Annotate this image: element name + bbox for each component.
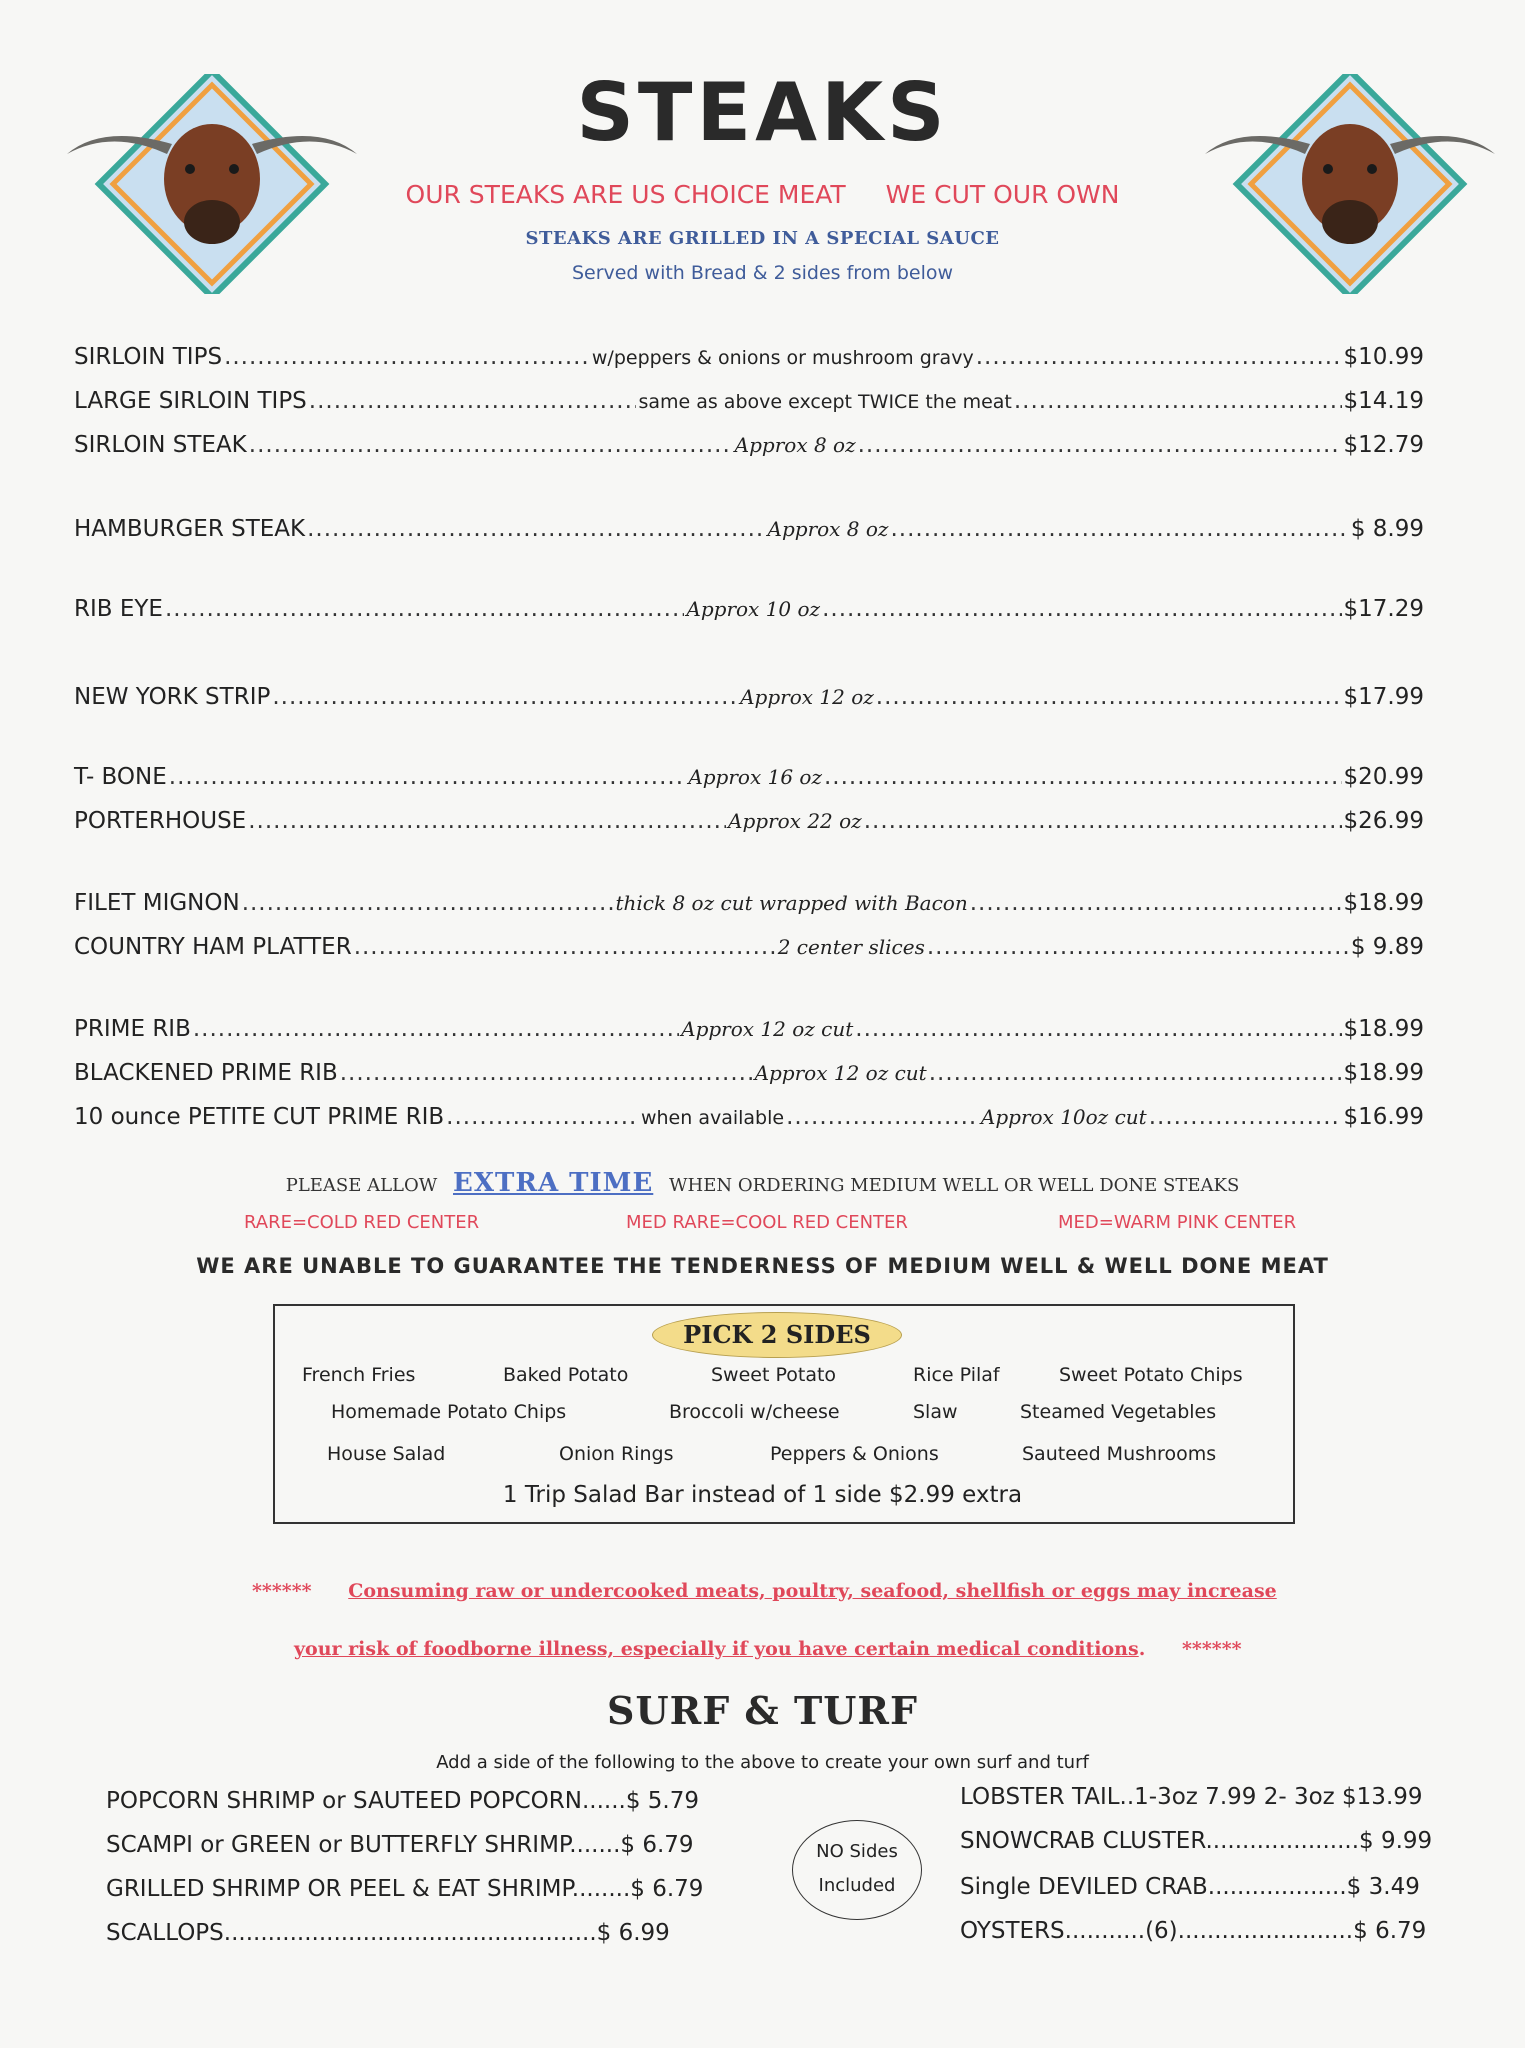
menu-item — [74, 934, 1424, 960]
side-item: Steamed Vegetables — [1020, 1401, 1217, 1423]
side-item: Rice Pilaf — [913, 1364, 1000, 1386]
please-allow-text: PLEASE ALLOW — [285, 1175, 438, 1196]
item-name: FILET MIGNON — [74, 890, 240, 916]
food-warning-line2 — [294, 1638, 1242, 1660]
surf-turf-subtitle: Add a side of the following to the above to create your own surf and turf — [436, 1752, 1089, 1773]
menu-item — [74, 1016, 1424, 1042]
item-price: $26.99 — [1343, 808, 1424, 834]
item-desc: 2 center slices — [777, 935, 925, 959]
surf-item: SCAMPI or GREEN or BUTTERFLY SHRIMP.......$ 6.79 — [106, 1832, 694, 1858]
surf-turf-title: SURF & TURF — [607, 1688, 918, 1733]
side-item: Homemade Potato Chips — [331, 1401, 567, 1423]
item-price: $17.99 — [1343, 684, 1424, 710]
side-item: Sweet Potato Chips — [1059, 1364, 1243, 1386]
when-ordering-text: WHEN ORDERING MEDIUM WELL OR WELL DONE STEAKS — [669, 1175, 1240, 1196]
menu-item — [74, 388, 1424, 414]
item-price: $17.29 — [1343, 596, 1424, 622]
menu-item — [74, 432, 1424, 458]
item-desc-secondary: Approx 10oz cut — [980, 1105, 1147, 1129]
item-price: $12.79 — [1343, 432, 1425, 458]
item-price: $16.99 — [1343, 1104, 1424, 1130]
extra-time-notice — [0, 1168, 1525, 1198]
side-item: Baked Potato — [503, 1364, 629, 1386]
menu-item — [74, 344, 1424, 370]
item-name: T- BONE — [74, 764, 167, 790]
surf-item: GRILLED SHRIMP OR PEEL & EAT SHRIMP........$ 6.79 — [106, 1876, 704, 1902]
surf-item: OYSTERS...........(6)........................$ 6.79 — [960, 1918, 1427, 1944]
warning-stars: ****** — [252, 1580, 312, 1602]
item-name: HAMBURGER STEAK — [74, 516, 306, 542]
item-desc: Approx 22 oz — [728, 809, 862, 833]
item-price: $ 9.89 — [1350, 934, 1424, 960]
menu-item — [74, 1104, 1424, 1130]
surf-item: LOBSTER TAIL..1-3oz 7.99 2- 3oz $13.99 — [960, 1784, 1423, 1810]
item-price: $ 8.99 — [1350, 516, 1425, 542]
item-name: 10 ounce PETITE CUT PRIME RIB — [74, 1104, 445, 1130]
item-name: COUNTRY HAM PLATTER — [74, 934, 352, 960]
sides-title: PICK 2 SIDES — [652, 1312, 902, 1358]
doneness-med: MED=WARM PINK CENTER — [1058, 1212, 1297, 1233]
warning-text: Consuming raw or undercooked meats, poultry, seafood, shellfish or eggs may increase — [348, 1580, 1277, 1602]
surf-item: SCALLOPS...................................................$ 6.99 — [106, 1920, 670, 1946]
item-desc: Approx 10 oz — [686, 597, 821, 621]
side-item: House Salad — [327, 1443, 446, 1465]
item-name: SIRLOIN TIPS — [74, 344, 223, 370]
warning-text: your risk of foodborne illness, especially if you have certain medical conditions — [294, 1638, 1139, 1660]
menu-item — [74, 808, 1424, 834]
tagline-cut: WE CUT OUR OWN — [885, 180, 1120, 209]
item-name: SIRLOIN STEAK — [74, 432, 247, 458]
side-item: Broccoli w/cheese — [669, 1401, 840, 1423]
page-title: STEAKS — [576, 66, 949, 159]
menu-item — [74, 764, 1424, 790]
salad-bar-option: 1 Trip Salad Bar instead of 1 side $2.99 extra — [502, 1482, 1023, 1508]
item-name: BLACKENED PRIME RIB — [74, 1060, 338, 1086]
warning-period: . — [1138, 1638, 1146, 1660]
included-text: Included — [818, 1875, 896, 1896]
item-desc: same as above except TWICE the meat — [638, 391, 1012, 413]
item-name: PORTERHOUSE — [74, 808, 247, 834]
item-price: $18.99 — [1343, 890, 1424, 916]
served-note: Served with Bread & 2 sides from below — [571, 262, 954, 284]
menu-item — [74, 890, 1424, 916]
grilled-note: STEAKS ARE GRILLED IN A SPECIAL SAUCE — [525, 228, 1000, 249]
doneness-med-rare: MED RARE=COOL RED CENTER — [626, 1212, 908, 1233]
item-price: $18.99 — [1343, 1060, 1425, 1086]
side-item: Sauteed Mushrooms — [1022, 1443, 1217, 1465]
surf-item: SNOWCRAB CLUSTER.....................$ 9.99 — [960, 1828, 1433, 1854]
item-desc: Approx 12 oz — [740, 685, 874, 709]
side-item: Onion Rings — [559, 1443, 674, 1465]
item-desc: Approx 16 oz — [688, 765, 822, 789]
item-name: NEW YORK STRIP — [74, 684, 271, 710]
side-item: Slaw — [913, 1401, 958, 1423]
no-sides-text: NO Sides — [816, 1841, 898, 1862]
item-desc: Approx 8 oz — [734, 433, 856, 457]
surf-item: POPCORN SHRIMP or SAUTEED POPCORN......$ 5.79 — [106, 1788, 699, 1814]
item-price: $14.19 — [1343, 388, 1424, 414]
side-item: Peppers & Onions — [770, 1443, 939, 1465]
doneness-rare: RARE=COLD RED CENTER — [244, 1212, 480, 1233]
item-price: $20.99 — [1343, 764, 1425, 790]
item-desc: thick 8 oz cut wrapped with Bacon — [615, 891, 968, 915]
food-warning-line1 — [252, 1580, 1277, 1602]
menu-item — [74, 516, 1424, 542]
extra-time-text: EXTRA TIME — [453, 1168, 654, 1198]
item-desc: w/peppers & onions or mushroom gravy — [591, 347, 974, 369]
item-desc: Approx 12 oz cut — [681, 1017, 854, 1041]
item-name: LARGE SIRLOIN TIPS — [74, 388, 307, 414]
surf-item: Single DEVILED CRAB...................$ 3.49 — [960, 1874, 1420, 1900]
menu-item — [74, 596, 1424, 622]
menu-item — [74, 1060, 1424, 1086]
item-name: PRIME RIB — [74, 1016, 191, 1042]
warning-stars: ****** — [1181, 1638, 1242, 1660]
no-sides-badge — [792, 1820, 922, 1920]
item-price: $18.99 — [1343, 1016, 1425, 1042]
tagline — [0, 180, 1525, 209]
tagline-choice: OUR STEAKS ARE US CHOICE MEAT — [405, 180, 846, 209]
side-item: French Fries — [302, 1364, 416, 1386]
item-price: $10.99 — [1343, 344, 1424, 370]
item-desc: when available — [640, 1107, 785, 1129]
item-desc: Approx 8 oz — [767, 517, 889, 541]
item-name: RIB EYE — [74, 596, 163, 622]
tenderness-disclaimer: WE ARE UNABLE TO GUARANTEE THE TENDERNESS OF MEDIUM WELL & WELL DONE MEAT — [196, 1254, 1329, 1278]
side-item: Sweet Potato — [711, 1364, 837, 1386]
item-desc: Approx 12 oz cut — [754, 1061, 927, 1085]
menu-item — [74, 684, 1424, 710]
